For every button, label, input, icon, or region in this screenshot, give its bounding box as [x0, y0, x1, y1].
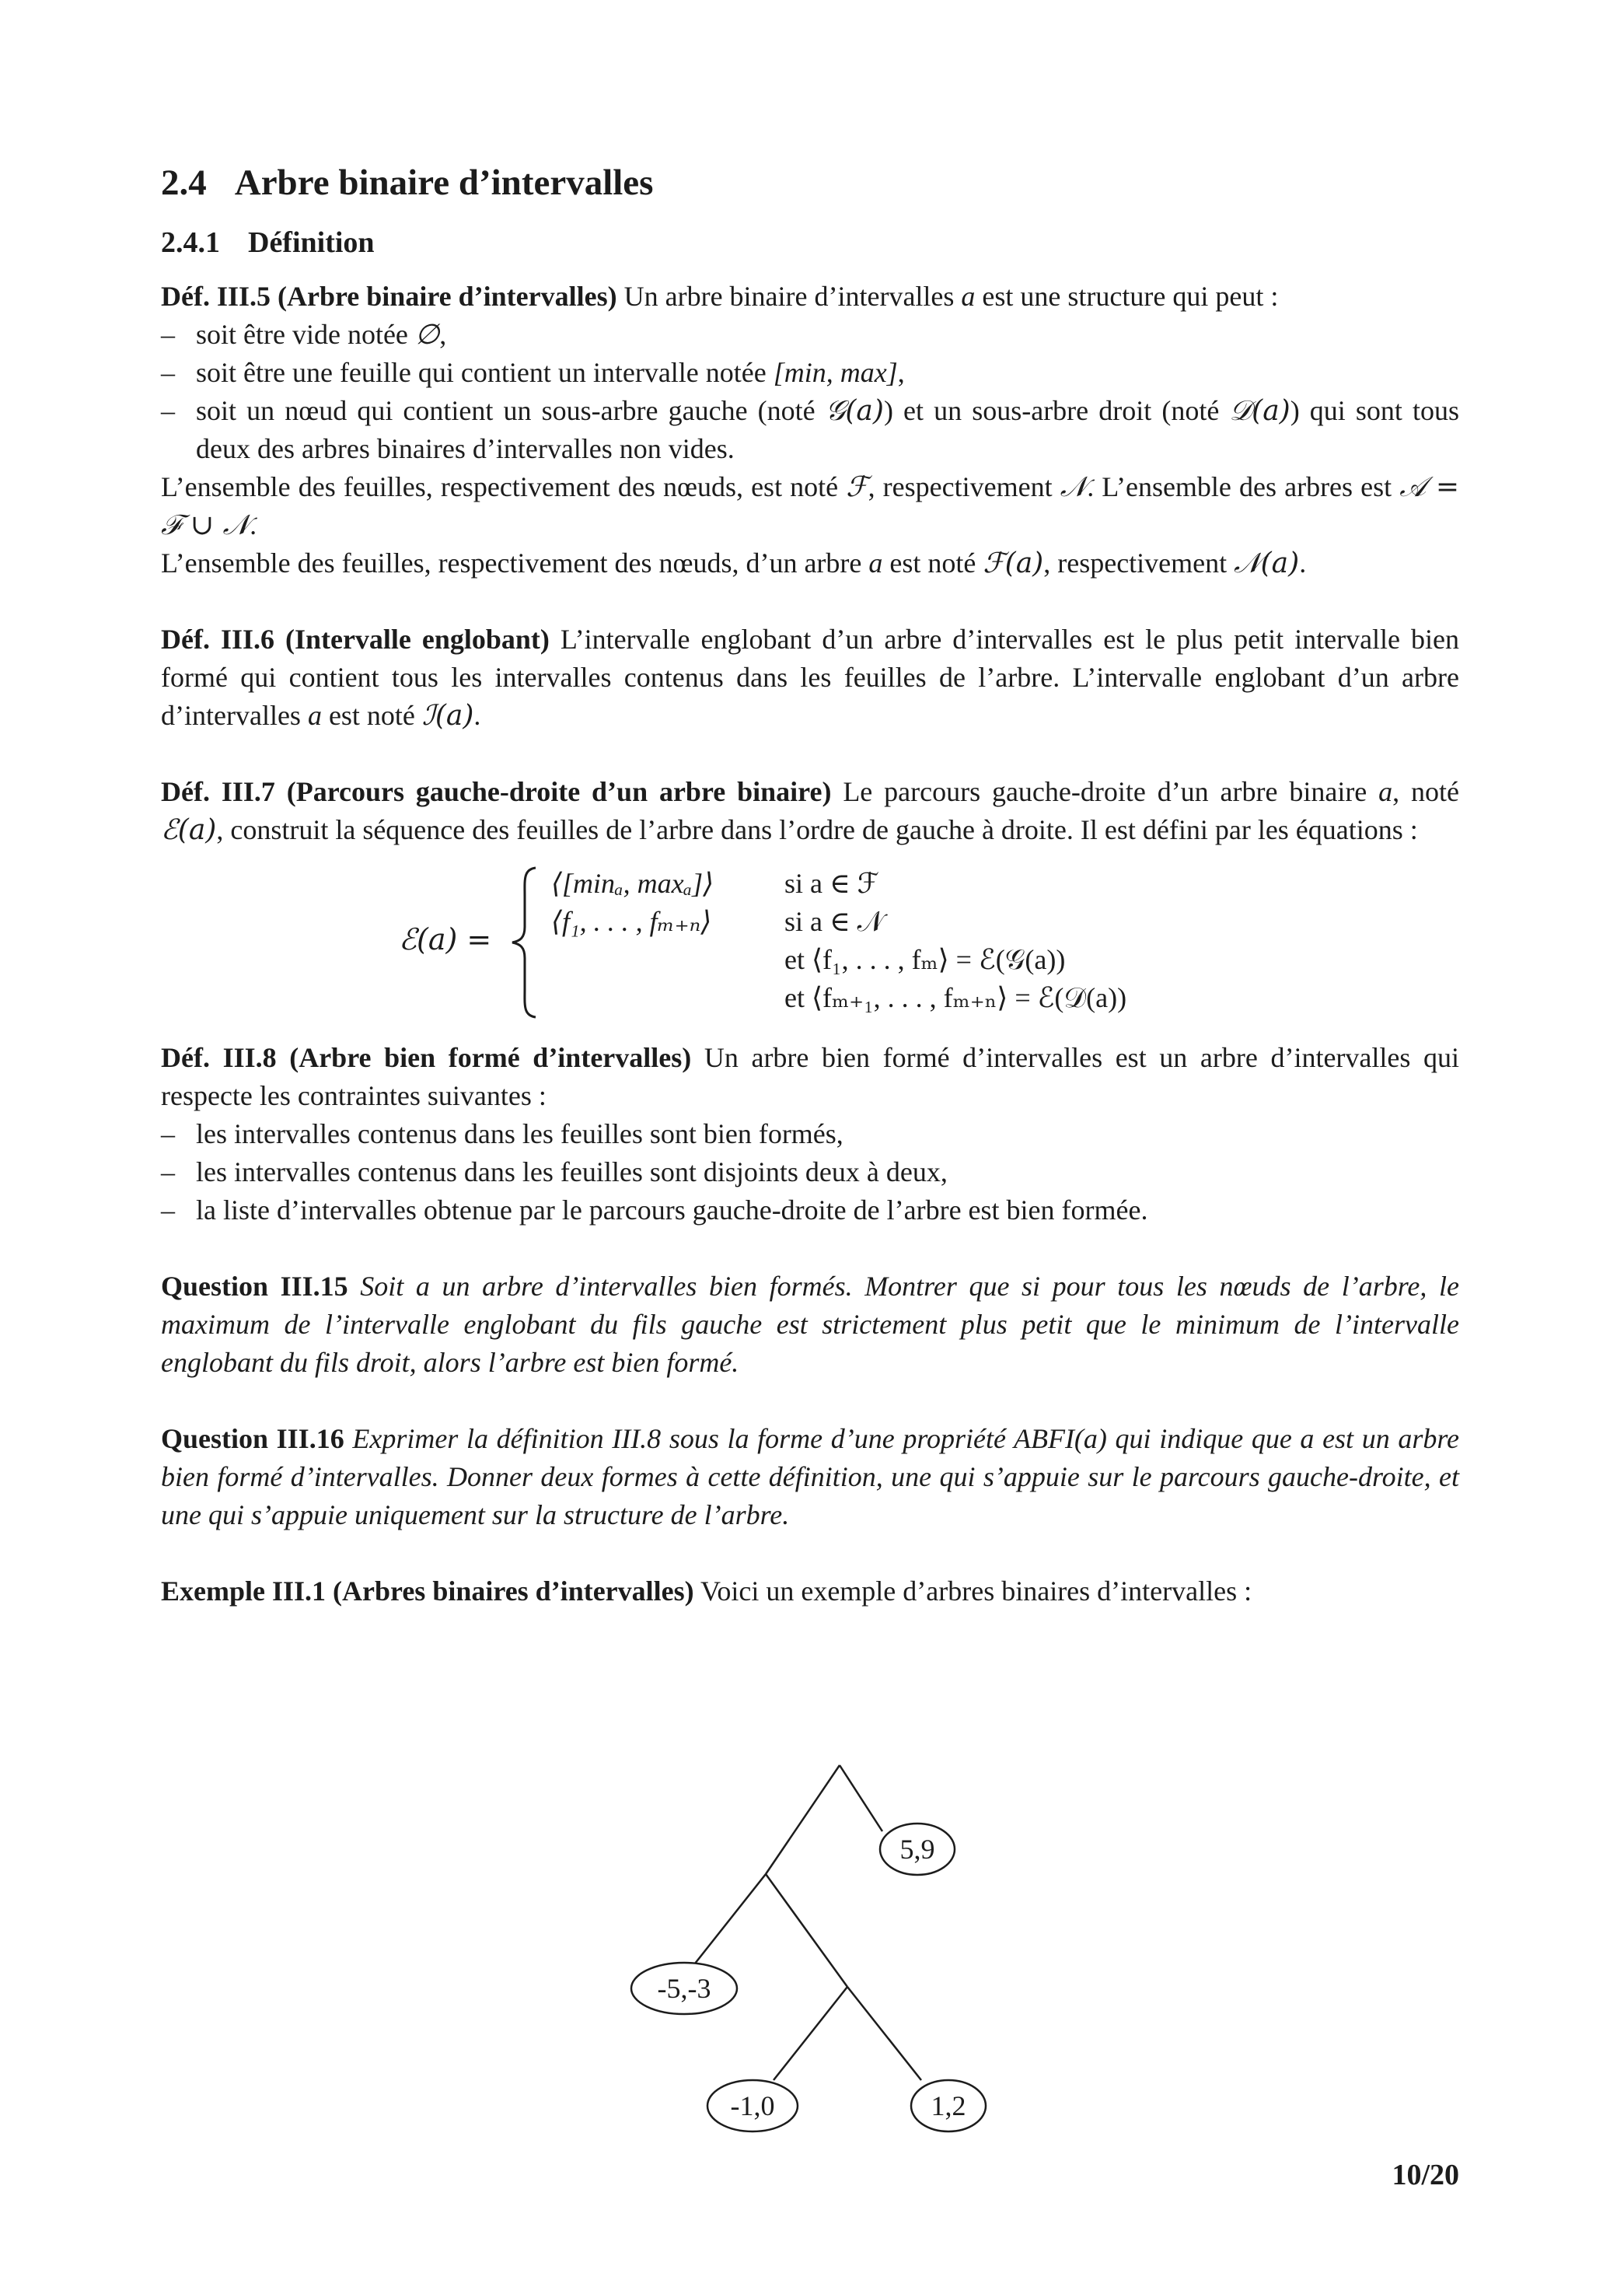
ex1-lead: Exemple III.1 (Arbres binaires d’intervalles)	[161, 1575, 694, 1607]
def5-item-2-math2: 𝒟(a)	[1229, 395, 1290, 427]
q16-paragraph	[161, 1420, 1459, 1534]
left-brace-icon	[509, 865, 540, 1020]
equation-row	[551, 979, 1126, 1017]
def5-item-1-text: soit être une feuille qui contient un intervalle notée	[196, 357, 767, 388]
equation-row	[551, 903, 1126, 941]
def5-p2-d: .	[1299, 547, 1307, 579]
equation-row-2-c2: et ⟨f₁, . . . , fₘ⟩ = ℰ(𝒢(a))	[784, 944, 1066, 975]
interval-tree-diagram	[606, 1742, 1026, 2162]
definition-iii8	[161, 1039, 1459, 1229]
def5-item-0-text: soit être vide notée	[196, 319, 408, 350]
equation-row-1-c1: ⟨f₁, . . . , fₘ₊ₙ⟩	[551, 906, 712, 937]
def7-text-c: , construit la séquence des feuilles de l’arbre dans l’ordre de gauche à droite. Il est défini par les équations :	[216, 814, 1418, 845]
definition-iii5	[161, 278, 1459, 582]
def5-item-empty	[161, 316, 1459, 354]
tree-leaf	[880, 1824, 955, 1875]
def5-item-1-tail: ,	[897, 357, 905, 388]
tree-leaf-label: -1,0	[730, 2090, 775, 2121]
tree-leaf	[911, 2080, 986, 2131]
def8-list	[161, 1115, 1459, 1229]
def5-p1-F: ℱ	[846, 471, 868, 503]
definition-iii7	[161, 773, 1459, 849]
def8-item: – les intervalles contenus dans les feuilles sont bien formés,	[161, 1115, 1459, 1153]
def5-intro	[161, 278, 1459, 316]
def5-item-2-math: 𝒢(a)	[825, 395, 884, 427]
def6-paragraph	[161, 621, 1459, 735]
def7-text-a: Le parcours gauche-droite d’un arbre binaire	[843, 776, 1367, 807]
equation-lhs: ℰ(a) =	[399, 922, 492, 956]
def7-lead: Déf. III.7 (Parcours gauche-droite d’un arbre binaire)	[161, 776, 832, 807]
def7-var: a	[1378, 776, 1393, 807]
equation-row-0-c2: si a ∈ ℱ	[784, 868, 879, 899]
equation-row	[551, 941, 1126, 979]
tree-leaf-label: -5,-3	[657, 1973, 711, 2004]
def5-lead: Déf. III.5 (Arbre binaire d’intervalles)	[161, 281, 617, 312]
subsection-number: 2.4.1	[161, 226, 220, 259]
def5-item-0-tail: ,	[439, 319, 447, 350]
question-iii16	[161, 1420, 1459, 1534]
def8-item: – les intervalles contenus dans les feuilles sont disjoints deux à deux,	[161, 1153, 1459, 1191]
def8-paragraph	[161, 1039, 1459, 1115]
def5-p1-A: 𝒜 = ℱ ∪ 𝒩	[161, 471, 1460, 541]
def7-math: ℰ(a)	[161, 814, 217, 846]
equation-row-0-c1: ⟨[minₐ, maxₐ]⟩	[551, 868, 714, 899]
definition-iii6	[161, 621, 1459, 735]
def5-p1-d: .	[250, 509, 257, 540]
equation-row	[551, 865, 1126, 903]
q15-lead: Question III.15	[161, 1271, 348, 1302]
def6-text: L’intervalle englobant d’un arbre d’intervalles est le plus petit intervalle bien formé qui contient tous les intervalles contenus dans les feuilles de l’arbre. L’intervalle englobant d’un arbre d’intervalles	[161, 624, 1459, 731]
def5-intro-1: Un arbre binaire d’intervalles	[623, 281, 955, 312]
def5-item-0-math: ∅	[414, 319, 440, 350]
example-iii1	[161, 1572, 1459, 1610]
tree-leaf	[631, 1963, 737, 2014]
ex1-text: Voici un exemple d’arbres binaires d’intervalles :	[700, 1575, 1252, 1607]
def5-sets	[161, 468, 1459, 544]
section-heading	[161, 159, 1459, 206]
def5-p2-N: 𝒩(a)	[1234, 547, 1300, 579]
q15-paragraph	[161, 1268, 1459, 1382]
def6-tail: .	[473, 700, 481, 731]
def5-intro-2: est une structure qui peut :	[982, 281, 1279, 312]
def5-item-1-math: [min, max]	[773, 357, 898, 388]
def5-p2-c: , respectivement	[1043, 547, 1228, 579]
def5-p1-b: , respectivement	[868, 471, 1053, 502]
def5-item-2-text: soit un nœud qui contient un sous-arbre gauche (noté	[196, 395, 815, 426]
tree-edge	[766, 1765, 840, 1874]
def7-text-b: , noté	[1392, 776, 1459, 807]
def6-math: ℐ(a)	[421, 700, 474, 732]
def6-text2: est noté	[328, 700, 415, 731]
content	[161, 159, 1459, 1649]
q15-text: Soit a un arbre d’intervalles bien formés. Montrer que si pour tous les nœuds de l’arbre, le maximum de l’intervalle englobant du fils gauche est strictement plus petit que le minimum de l’intervalle englobant du fils droit, alors l’arbre est bien formé.	[161, 1271, 1459, 1378]
subsection-heading	[161, 223, 1459, 262]
q16-text: Exprimer la définition III.8 sous la forme d’une propriété ABFI(a) qui indique que a est un arbre bien formé d’intervalles. Donner deux formes à cette définition, une qui s’appuie sur le parcours gauche-droite, et une qui s’appuie uniquement sur la structure de l’arbre.	[161, 1423, 1459, 1530]
def7-paragraph	[161, 773, 1459, 849]
def5-p2-b: est noté	[889, 547, 976, 579]
parcours-equation	[161, 865, 1459, 1020]
tree-edge	[840, 1765, 882, 1831]
def5-p2-var: a	[868, 547, 883, 579]
def5-item-leaf	[161, 354, 1459, 392]
def5-p2-F: ℱ(a)	[983, 547, 1044, 579]
page-number: 10/20	[1392, 2159, 1459, 2191]
def5-p1-c: . L’ensemble des arbres est	[1087, 471, 1392, 502]
def5-intro-var: a	[961, 281, 976, 312]
section-title: Arbre binaire d’intervalles	[234, 163, 654, 203]
tree-edge	[774, 1987, 847, 2080]
def6-var: a	[307, 700, 322, 731]
subsection-title: Définition	[248, 226, 375, 259]
def8-item: – la liste d’intervalles obtenue par le parcours gauche-droite de l’arbre est bien formée.	[161, 1191, 1459, 1229]
q16-lead: Question III.16	[161, 1423, 344, 1454]
tree-leaf	[707, 2080, 798, 2131]
equation-row-1-c2: si a ∈ 𝒩	[784, 906, 885, 937]
def5-item-2-mid: ) et un sous-arbre droit (noté	[883, 395, 1220, 426]
section-number: 2.4	[161, 163, 207, 203]
def5-sets-of-tree	[161, 544, 1459, 582]
tree-edge	[847, 1987, 921, 2080]
def5-p2-a: L’ensemble des feuilles, respectivement des nœuds, d’un arbre	[161, 547, 862, 579]
def5-item-node	[161, 392, 1459, 468]
tree-leaf-label: 5,9	[899, 1834, 935, 1865]
def5-item-2-tail: ) qui sont tous deux des arbres binaires d’intervalles non vides.	[196, 395, 1460, 464]
equation-row-3-c2: et ⟨fₘ₊₁, . . . , fₘ₊ₙ⟩ = ℰ(𝒟(a))	[784, 982, 1127, 1013]
tree-edge	[692, 1874, 766, 1967]
def8-text: Un arbre bien formé d’intervalles est un arbre d’intervalles qui respecte les contraintes suivantes :	[161, 1042, 1459, 1111]
def6-lead: Déf. III.6 (Intervalle englobant)	[161, 624, 550, 655]
tree-edge	[766, 1874, 847, 1987]
question-iii15	[161, 1268, 1459, 1382]
def5-p1-N: 𝒩	[1060, 471, 1088, 503]
def5-list	[161, 316, 1459, 468]
def5-p1-a: L’ensemble des feuilles, respectivement des nœuds, est noté	[161, 471, 839, 502]
equation-cases	[551, 865, 1126, 1017]
tree-leaf-label: 1,2	[931, 2090, 966, 2121]
def8-lead: Déf. III.8 (Arbre bien formé d’intervalles)	[161, 1042, 692, 1073]
ex1-paragraph	[161, 1572, 1459, 1610]
